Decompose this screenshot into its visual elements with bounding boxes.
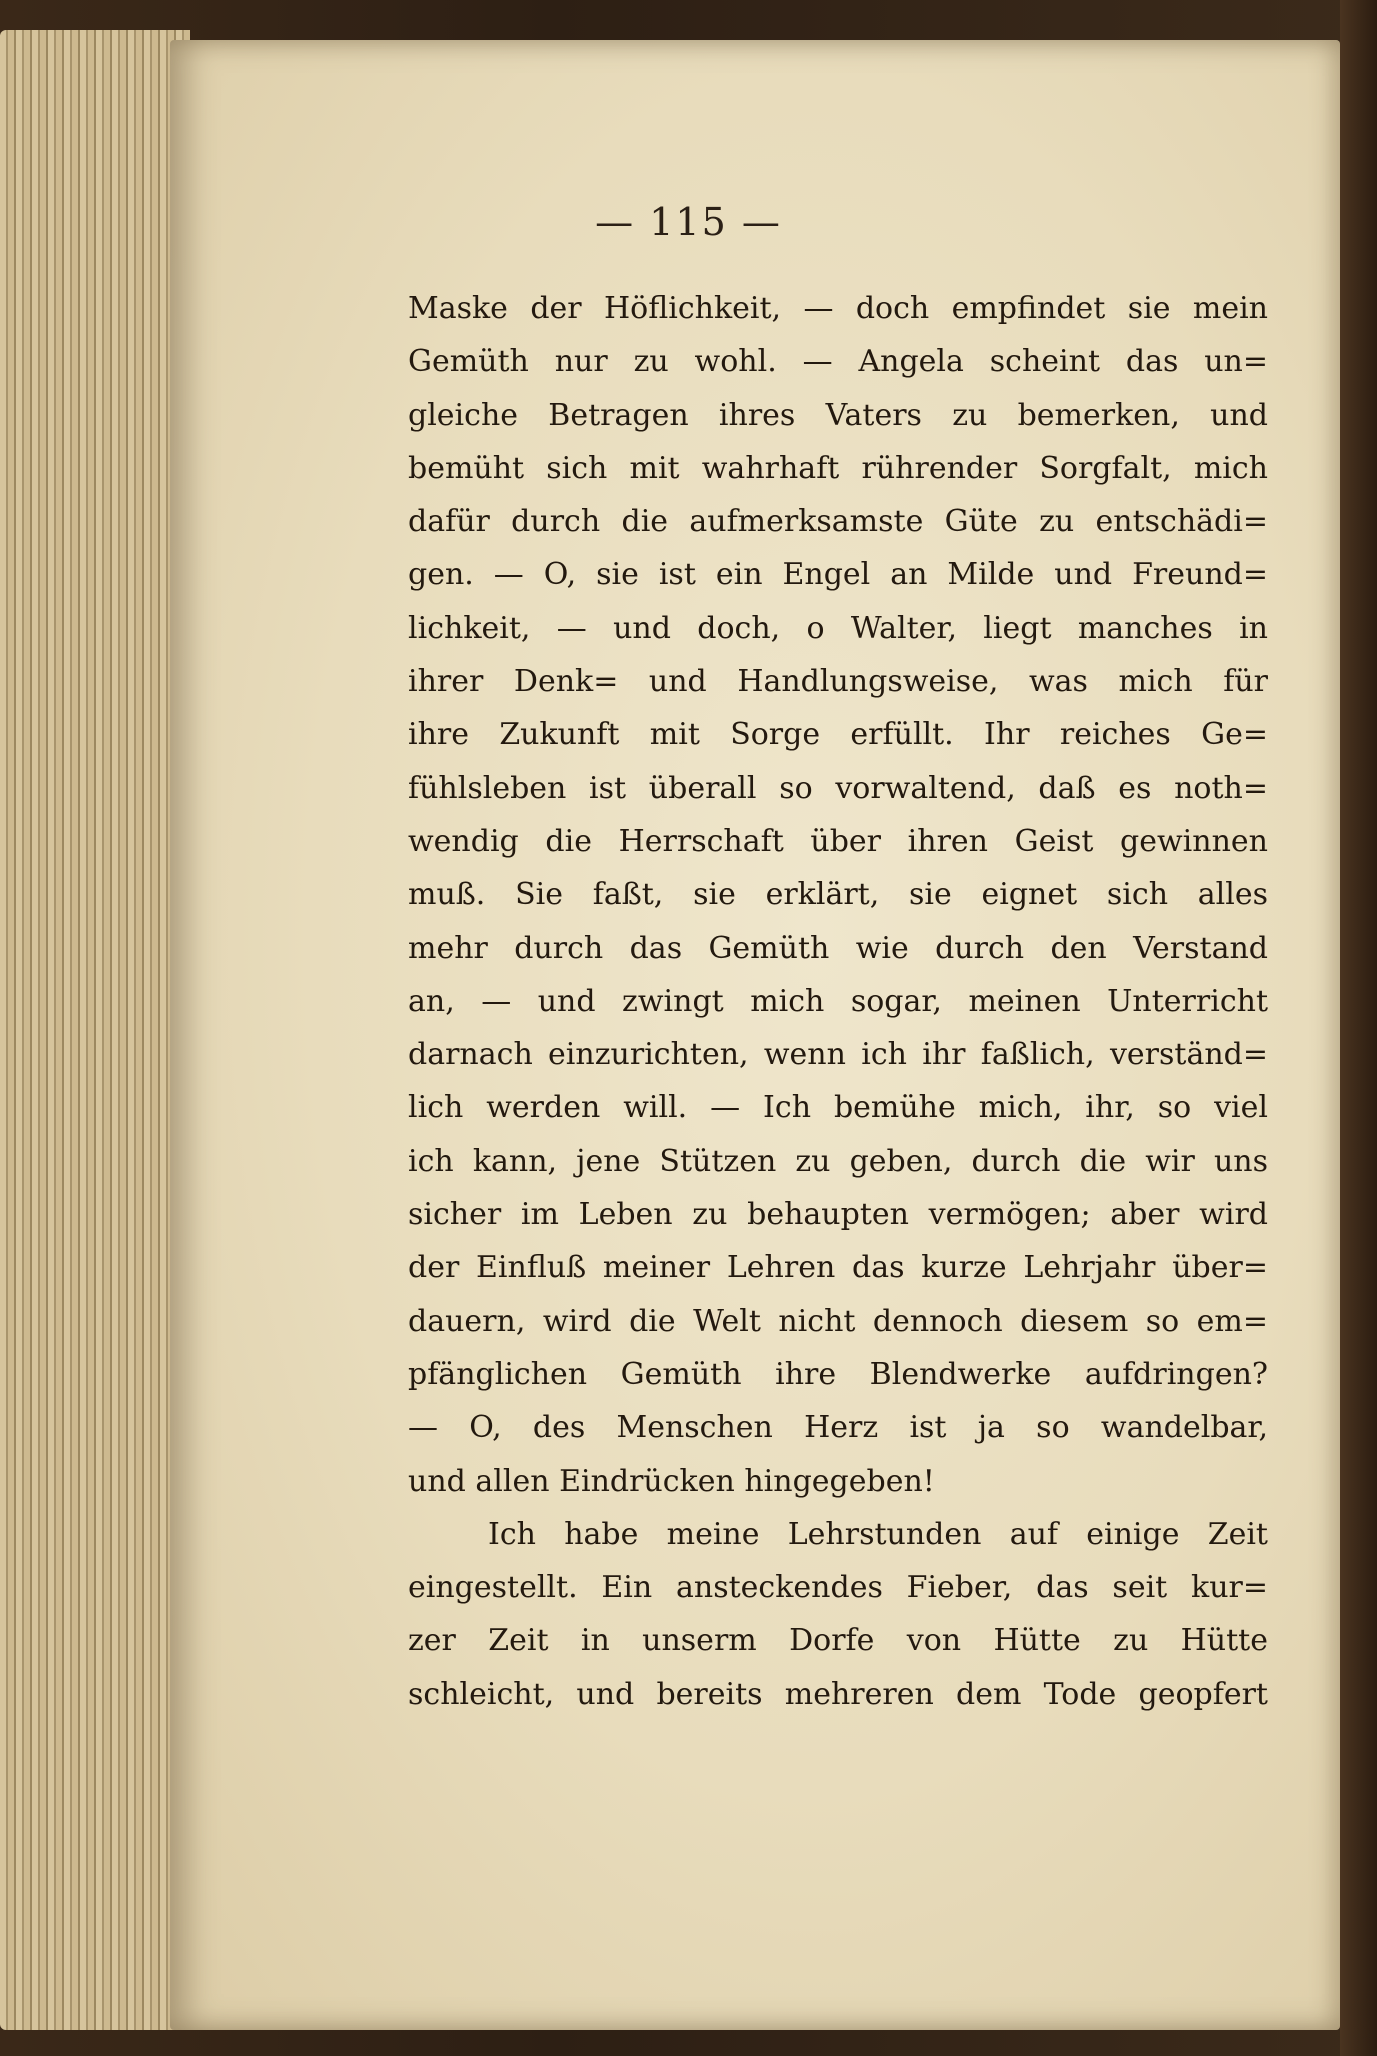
- text-line-paragraph-end: und allen Eindrücken hingegeben!: [408, 1463, 935, 1499]
- text-line: zer Zeit in unserm Dorfe von Hütte zu Hütte: [408, 1623, 1268, 1659]
- text-line: sicher im Leben zu behaupten vermögen; aber wird: [408, 1197, 1268, 1233]
- text-line: fühlsleben ist überall so vorwaltend, daß es noth=: [408, 770, 1268, 806]
- page-number: — 115 —: [595, 200, 782, 244]
- text-line-paragraph-start: Ich habe meine Lehrstunden auf einige Zeit: [488, 1516, 1268, 1552]
- text-line: bemüht sich mit wahrhaft rührender Sorgfalt, mich: [408, 450, 1268, 486]
- text-line: Maske der Höflichkeit, — doch empfindet sie mein: [408, 291, 1268, 326]
- text-line: dauern, wird die Welt nicht dennoch diesem so em=: [408, 1303, 1268, 1339]
- text-line: — O, des Menschen Herz ist ja so wandelbar,: [408, 1410, 1268, 1446]
- text-line: eingestellt. Ein ansteckendes Fieber, das seit kur=: [408, 1570, 1268, 1606]
- text-line: lichkeit, — und doch, o Walter, liegt manches in: [408, 610, 1268, 646]
- page-text: [408, 282, 1268, 1721]
- text-line: ihrer Denk= und Handlungsweise, was mich für: [408, 664, 1268, 700]
- text-line: an, — und zwingt mich sogar, meinen Unterricht: [408, 983, 1268, 1019]
- page-edges: [0, 30, 190, 2030]
- text-line: darnach einzurichten, wenn ich ihr faßlich, verständ=: [408, 1037, 1268, 1073]
- text-line: Gemüth nur zu wohl. — Angela scheint das un=: [408, 344, 1268, 380]
- text-line: wendig die Herrschaft über ihren Geist gewinnen: [408, 823, 1268, 859]
- text-line: ich kann, jene Stützen zu geben, durch die wir uns: [408, 1143, 1268, 1179]
- text-line: lich werden will. — Ich bemühe mich, ihr, so viel: [408, 1090, 1268, 1126]
- book-spine: [1340, 0, 1377, 2056]
- text-line: gleiche Betragen ihres Vaters zu bemerken, und: [408, 397, 1268, 433]
- text-line: der Einfluß meiner Lehren das kurze Lehrjahr über=: [408, 1250, 1268, 1286]
- text-line: gen. — O, sie ist ein Engel an Milde und Freund=: [408, 557, 1268, 593]
- text-line: ihre Zukunft mit Sorge erfüllt. Ihr reiches Ge=: [408, 717, 1268, 753]
- text-line: mehr durch das Gemüth wie durch den Verstand: [408, 930, 1268, 966]
- text-line: dafür durch die aufmerksamste Güte zu entschädi=: [408, 504, 1268, 540]
- text-line: schleicht, und bereits mehreren dem Tode geopfert: [408, 1676, 1268, 1712]
- text-line: muß. Sie faßt, sie erklärt, sie eignet sich alles: [408, 877, 1268, 913]
- text-line: pfänglichen Gemüth ihre Blendwerke aufdringen?: [408, 1356, 1268, 1392]
